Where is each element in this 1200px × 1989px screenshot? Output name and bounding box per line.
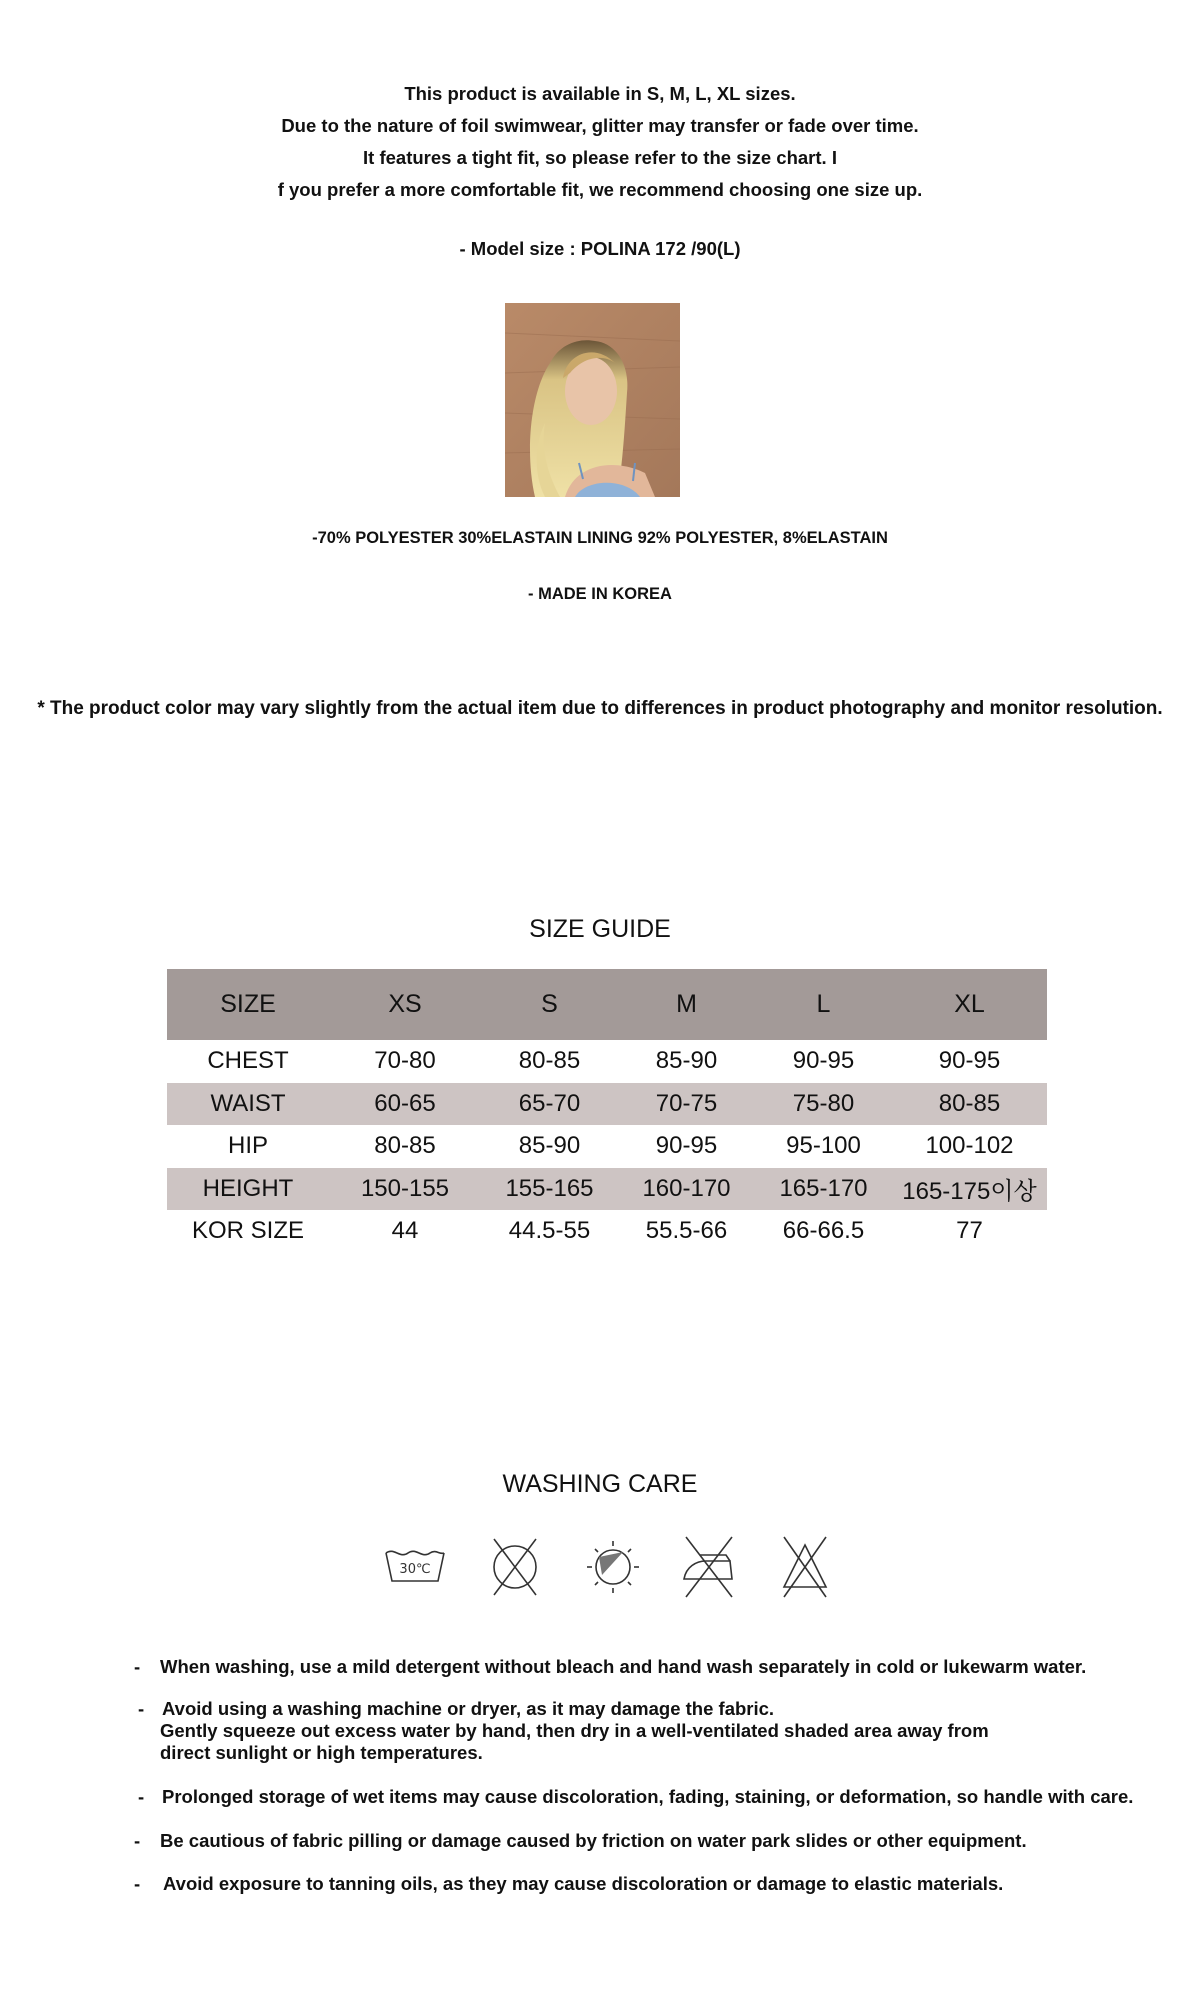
- care-item: [130, 1698, 1170, 1764]
- row-label: CHEST: [207, 1047, 289, 1075]
- size-guide-title: SIZE GUIDE: [529, 915, 671, 943]
- bullet-dash: -: [138, 1698, 145, 1719]
- care-item: [130, 1873, 1170, 1895]
- header-cell: XL: [892, 969, 1047, 1040]
- color-notice: * The product color may vary slightly from the actual item due to differences in product photography and monitor resolution.: [37, 698, 1163, 719]
- care-item: [130, 1786, 1170, 1808]
- table-cell: 55.5-66: [645, 1217, 728, 1245]
- table-cell: 160-170: [618, 1168, 755, 1211]
- size-header-row: [167, 969, 1047, 1040]
- row-label: KOR SIZE: [191, 1217, 305, 1245]
- product-description: [0, 78, 1200, 206]
- origin-info: - MADE IN KOREA: [528, 585, 672, 603]
- do-not-tumble-dry-icon: [480, 1533, 550, 1601]
- header-cell: L: [755, 969, 892, 1040]
- care-text: Be cautious of fabric pilling or damage caused by friction on water park slides or other equipment.: [160, 1830, 1027, 1851]
- care-text: direct sunlight or high temperatures.: [160, 1742, 483, 1763]
- care-text: Avoid exposure to tanning oils, as they may cause discoloration or damage to elastic materials.: [163, 1873, 1004, 1894]
- table-row: [167, 1210, 1047, 1253]
- size-guide-table: [167, 969, 1047, 1253]
- bullet-dash: -: [138, 1786, 145, 1807]
- dry-in-shade-icon: [578, 1533, 648, 1601]
- table-cell: 95-100: [786, 1132, 861, 1160]
- bullet-dash: -: [134, 1656, 141, 1677]
- description-line: This product is available in S, M, L, XL sizes.: [404, 83, 796, 104]
- table-cell: 165-170: [755, 1168, 892, 1211]
- table-cell: 77: [956, 1217, 983, 1245]
- model-photo: [505, 303, 680, 497]
- care-item: [130, 1656, 1170, 1678]
- table-cell: 75-80: [755, 1083, 892, 1126]
- table-cell: 85-90: [655, 1047, 718, 1075]
- row-label: HEIGHT: [167, 1168, 329, 1211]
- table-row: [167, 1125, 1047, 1168]
- table-row: [167, 1040, 1047, 1083]
- table-cell: 65-70: [481, 1083, 618, 1126]
- care-icons: [380, 1533, 840, 1601]
- care-text: When washing, use a mild detergent without bleach and hand wash separately in cold or lukewarm water.: [160, 1656, 1087, 1677]
- description-line: It features a tight fit, so please refer to the size chart. I: [363, 147, 837, 168]
- bullet-dash: -: [134, 1830, 141, 1851]
- table-cell: 60-65: [329, 1083, 481, 1126]
- table-cell: 70-80: [374, 1047, 436, 1075]
- care-text: Avoid using a washing machine or dryer, as it may damage the fabric.: [162, 1698, 775, 1719]
- care-text: Prolonged storage of wet items may cause discoloration, fading, staining, or deformation, so handle with care.: [162, 1786, 1134, 1807]
- table-row: [167, 1168, 1047, 1211]
- hand-wash-30-icon: [380, 1533, 450, 1601]
- table-cell: 90-95: [655, 1132, 718, 1160]
- table-cell: 44: [391, 1217, 419, 1245]
- header-cell: S: [481, 969, 618, 1040]
- table-cell: 44.5-55: [508, 1217, 591, 1245]
- table-row: [167, 1083, 1047, 1126]
- table-cell: 70-75: [618, 1083, 755, 1126]
- header-cell: SIZE: [167, 969, 329, 1040]
- description-line: f you prefer a more comfortable fit, we recommend choosing one size up.: [277, 179, 923, 200]
- table-cell: 66-66.5: [782, 1217, 865, 1245]
- table-cell: 80-85: [518, 1047, 581, 1075]
- care-item: [130, 1830, 1170, 1852]
- bullet-dash: -: [134, 1873, 141, 1894]
- table-cell: 80-85: [374, 1132, 436, 1160]
- table-cell: 155-165: [481, 1168, 618, 1211]
- material-info: -70% POLYESTER 30%ELASTAIN LINING 92% POLYESTER, 8%ELASTAIN: [312, 529, 888, 547]
- table-cell: 90-95: [792, 1047, 855, 1075]
- header-cell: XS: [329, 969, 481, 1040]
- care-text: Gently squeeze out excess water by hand, then dry in a well-ventilated shaded area away from: [160, 1720, 989, 1741]
- description-line: Due to the nature of foil swimwear, glitter may transfer or fade over time.: [281, 115, 919, 136]
- do-not-iron-icon: [674, 1533, 744, 1601]
- table-cell: 100-102: [925, 1132, 1014, 1160]
- do-not-bleach-icon: [770, 1533, 840, 1601]
- header-cell: M: [618, 969, 755, 1040]
- wash-temp-label: 30℃: [399, 1562, 431, 1577]
- table-cell: 150-155: [329, 1168, 481, 1211]
- row-label: WAIST: [167, 1083, 329, 1126]
- table-cell: 85-90: [518, 1132, 581, 1160]
- model-size: - Model size : POLINA 172 /90(L): [459, 238, 741, 259]
- table-cell: 165-175이상: [892, 1168, 1047, 1211]
- washing-care-title: WASHING CARE: [502, 1470, 698, 1498]
- row-label: HIP: [227, 1132, 268, 1160]
- table-cell: 80-85: [892, 1083, 1047, 1126]
- table-cell: 90-95: [938, 1047, 1001, 1075]
